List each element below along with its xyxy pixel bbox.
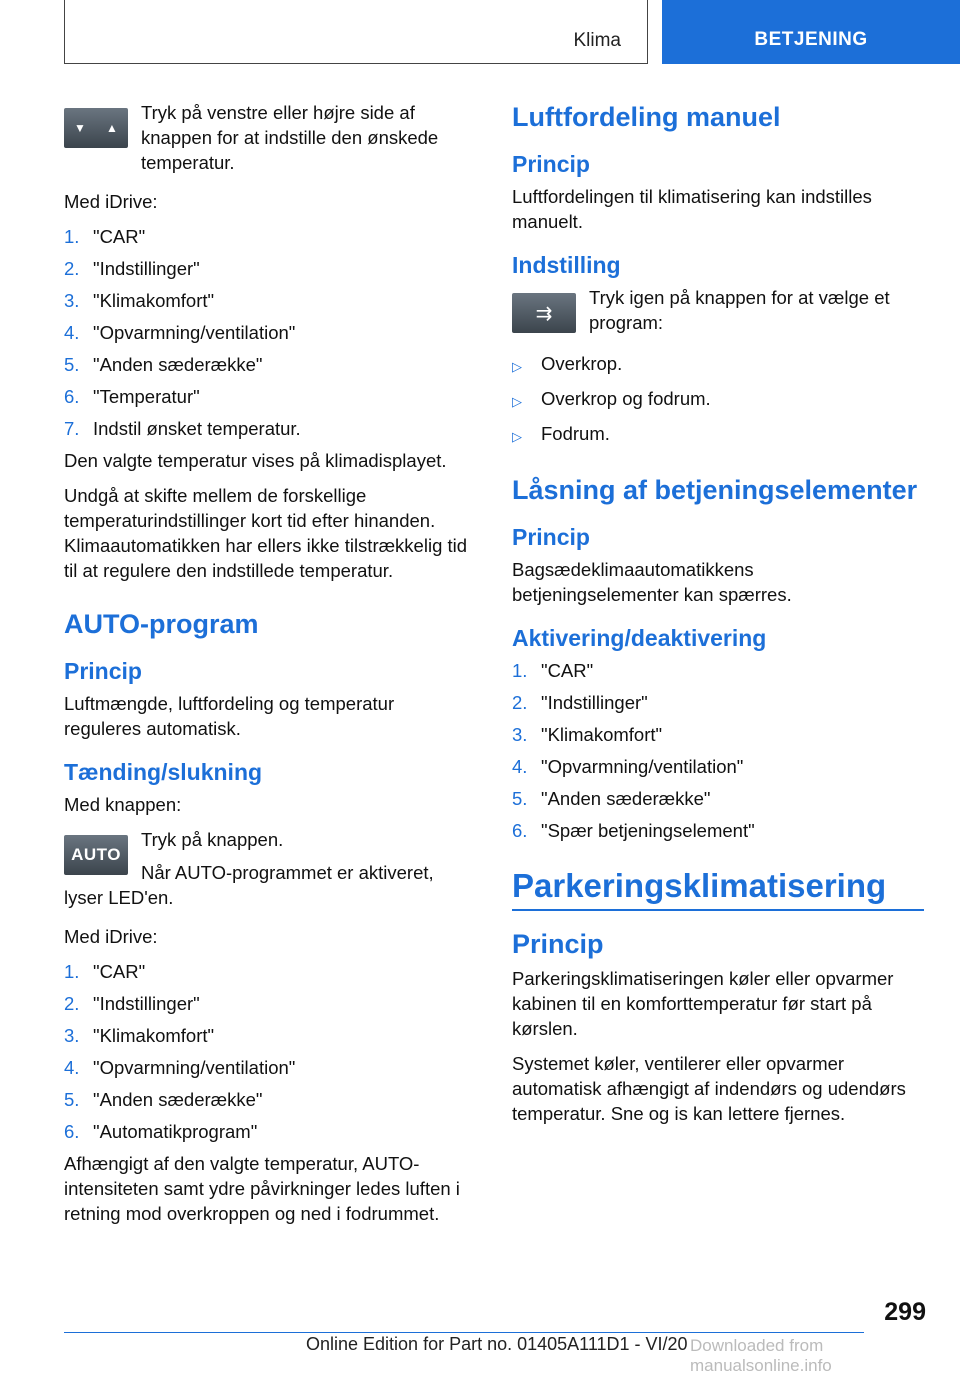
option-item — [512, 386, 924, 414]
setting-intro — [512, 285, 924, 337]
list-number: 1. — [512, 660, 528, 681]
principle-text: Luftfordelingen til klimatisering kan indstilles manuelt. — [512, 186, 872, 232]
list-text: "Spær betjeningselement" — [541, 820, 755, 841]
list-number: 4. — [64, 322, 80, 343]
list-text: "CAR" — [93, 961, 146, 982]
list-item — [64, 320, 476, 345]
list-number: 3. — [64, 1025, 80, 1046]
option-item — [512, 421, 924, 449]
list-item — [64, 1119, 476, 1144]
heading-on-off: Tænding/slukning — [64, 759, 263, 785]
right-column — [512, 100, 924, 1136]
parking-text-1: Parkeringsklimatiseringen køler eller opvarmer kabinen til en komforttemperatur før start på kørslen. — [512, 968, 894, 1039]
program-options — [512, 351, 924, 449]
press-text: Tryk på knappen. — [141, 829, 284, 850]
list-item — [64, 1087, 476, 1112]
section-title: Klima — [573, 30, 621, 51]
heading-principle: Princip — [512, 524, 590, 550]
list-text: Indstil ønsket temperatur. — [93, 418, 301, 439]
list-item — [64, 256, 476, 281]
list-text: "Opvarmning/ventilation" — [93, 322, 296, 343]
list-number: 6. — [64, 386, 80, 407]
idrive-label: Med iDrive: — [64, 926, 158, 947]
temperature-button-icon: ▼ ▲ — [64, 108, 128, 148]
heading-lock-controls: Låsning af betjeningselementer — [512, 475, 918, 505]
list-item — [64, 1055, 476, 1080]
idrive-steps-temperature — [64, 224, 476, 441]
air-distribution-button-icon: ⇉ — [512, 293, 576, 333]
list-text: "Opvarmning/ventilation" — [93, 1057, 296, 1078]
list-number: 6. — [64, 1121, 80, 1142]
list-number: 4. — [64, 1057, 80, 1078]
list-text: "CAR" — [541, 660, 594, 681]
heading-parking-climate: Parkeringsklimatisering — [512, 867, 924, 911]
list-item — [64, 288, 476, 313]
temp-intro — [64, 100, 476, 175]
list-text: "Indstillinger" — [93, 258, 200, 279]
list-text: "Anden sæderække" — [93, 1089, 263, 1110]
list-item — [64, 991, 476, 1016]
list-item — [512, 658, 924, 683]
list-text: "Opvarmning/ventilation" — [541, 756, 744, 777]
list-number: 1. — [64, 226, 80, 247]
led-text: Når AUTO-programmet er aktiveret, lyser LED'en. — [64, 862, 434, 908]
avoid-text: Undgå at skifte mellem de forskellige temperaturindstillinger kort tid efter hinanden. Klimaautomatikken har ellers ikke tilstrækkelig tid til at regulere den indstillede temperatur. — [64, 485, 468, 581]
press-program-text: Tryk igen på knappen for at vælge et program: — [589, 287, 890, 333]
principle-text: Bagsædeklimaautomatikkens betjeningselementer kan spærres. — [512, 559, 792, 605]
temp-intro-text: Tryk på venstre eller højre side af knappen for at indstille den ønskede temperatur. — [141, 102, 439, 173]
list-text: "Indstillinger" — [93, 993, 200, 1014]
list-text: "Automatikprogram" — [93, 1121, 258, 1142]
list-text: "Indstillinger" — [541, 692, 648, 713]
parking-text-2: Systemet køler, ventilerer eller opvarmer automatisk afhængigt af indendørs og udendørs temperatur. Sne og is kan lettere fjernes. — [512, 1053, 906, 1124]
heading-principle: Princip — [512, 151, 590, 177]
list-item — [64, 384, 476, 409]
triangle-bullet-icon: ▷ — [512, 394, 522, 409]
watermark: Downloaded from manualsonline.info — [690, 1336, 832, 1375]
list-number: 3. — [512, 724, 528, 745]
list-item — [64, 416, 476, 441]
list-text: "Klimakomfort" — [93, 290, 215, 311]
edition-text: Online Edition for Part no. 01405A111D1 - VI/20 — [306, 1334, 688, 1354]
list-item — [64, 352, 476, 377]
list-number: 7. — [64, 418, 80, 439]
list-number: 2. — [64, 258, 80, 279]
heading-manual-distribution: Luftfordeling manuel — [512, 102, 781, 132]
heading-principle: Princip — [64, 658, 142, 684]
list-text: "Klimakomfort" — [541, 724, 663, 745]
list-number: 5. — [64, 1089, 80, 1110]
list-text: "Anden sæderække" — [93, 354, 263, 375]
list-number: 2. — [64, 993, 80, 1014]
triangle-bullet-icon: ▷ — [512, 429, 522, 444]
list-number: 1. — [64, 961, 80, 982]
list-text: "Temperatur" — [93, 386, 200, 407]
list-number: 6. — [512, 820, 528, 841]
heading-setting: Indstilling — [512, 252, 621, 278]
footer-divider — [64, 1332, 864, 1333]
list-number: 4. — [512, 756, 528, 777]
list-text: "CAR" — [93, 226, 146, 247]
list-number: 5. — [512, 788, 528, 809]
triangle-bullet-icon: ▷ — [512, 359, 522, 374]
principle-text: Luftmængde, luftfordeling og temperatur reguleres automatisk. — [64, 693, 395, 739]
heading-principle: Princip — [512, 929, 604, 959]
page-number: 299 — [884, 1298, 926, 1326]
list-text: "Klimakomfort" — [93, 1025, 215, 1046]
display-text: Den valgte temperatur vises på klimadisplayet. — [64, 450, 447, 471]
depend-text: Afhængigt af den valgte temperatur, AUTO-intensiteten samt ydre påvirkninger ledes luften i retning mod overkroppen og ned i fodrummet. — [64, 1153, 460, 1224]
list-item — [512, 722, 924, 747]
heading-activation: Aktivering/deaktivering — [512, 625, 767, 651]
auto-button-icon: AUTO — [64, 835, 128, 875]
list-item — [512, 818, 924, 843]
list-text: "Anden sæderække" — [541, 788, 711, 809]
header-left-box — [64, 0, 648, 64]
chapter-tab[interactable]: BETJENING — [662, 0, 960, 64]
heading-auto-program: AUTO-program — [64, 609, 259, 639]
list-item — [64, 959, 476, 984]
button-label: Med knappen: — [64, 794, 182, 815]
list-number: 2. — [512, 692, 528, 713]
option-item — [512, 351, 924, 379]
list-item — [512, 690, 924, 715]
list-item — [512, 754, 924, 779]
list-number: 3. — [64, 290, 80, 311]
list-item — [64, 224, 476, 249]
auto-intro — [64, 827, 476, 910]
option-text: Fodrum. — [541, 423, 610, 444]
list-number: 5. — [64, 354, 80, 375]
idrive-steps-auto — [64, 959, 476, 1144]
left-column — [64, 100, 476, 1236]
list-item — [512, 786, 924, 811]
option-text: Overkrop. — [541, 353, 623, 374]
idrive-label: Med iDrive: — [64, 191, 158, 212]
idrive-steps-lock — [512, 658, 924, 843]
list-item — [64, 1023, 476, 1048]
option-text: Overkrop og fodrum. — [541, 388, 711, 409]
